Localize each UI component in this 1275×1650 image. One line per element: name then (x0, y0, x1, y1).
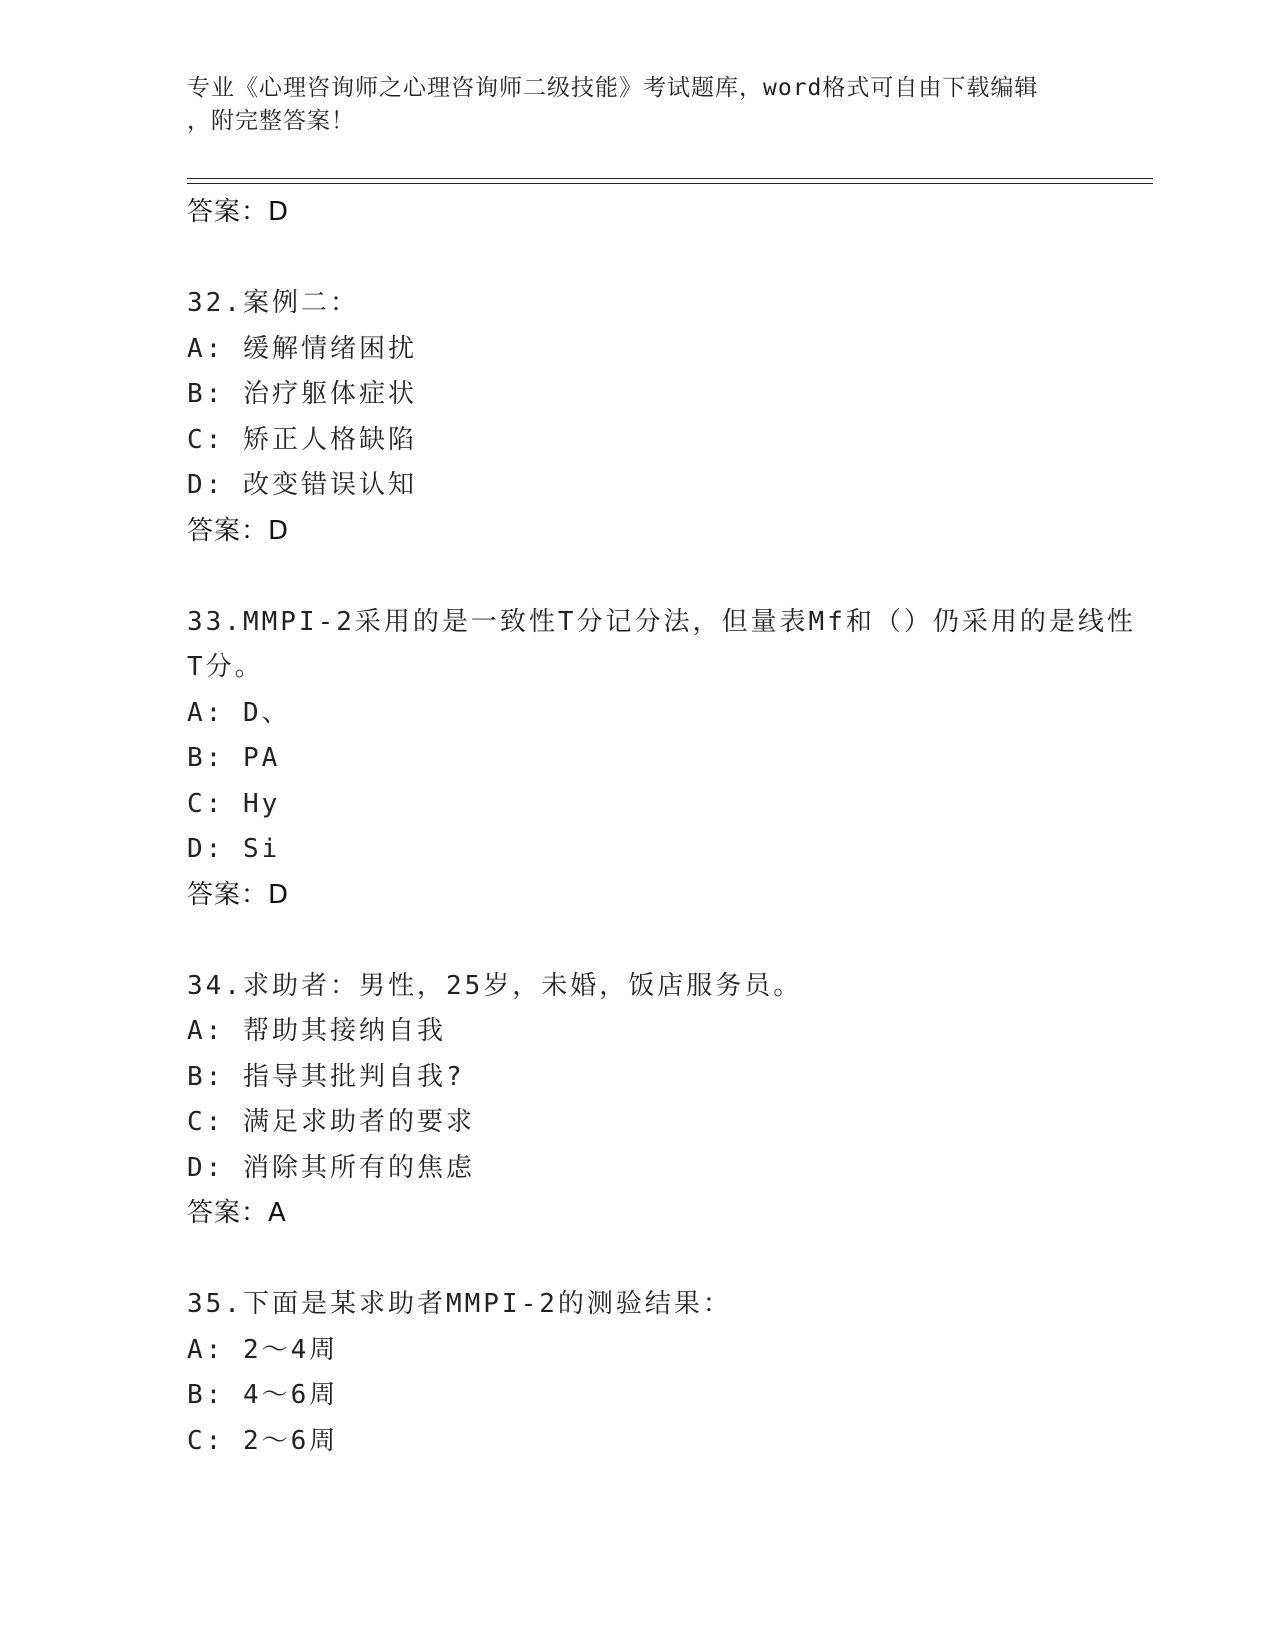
header-line-2: ，附完整答案！ (187, 108, 355, 134)
option-text: 指导其批判自我? (242, 1061, 465, 1092)
spacer (187, 1236, 1147, 1282)
option-item (187, 1419, 1147, 1465)
option-text: 满足求助者的要求 (242, 1107, 475, 1137)
option-item (187, 1373, 1147, 1419)
option-item (187, 327, 1147, 373)
option-item (187, 782, 1147, 828)
header-line-1: 专业《心理咨询师之心理咨询师二级技能》考试题库，word格式可自由下载编辑 (187, 75, 1039, 101)
option-letter: B: (187, 1061, 225, 1092)
option-item (187, 827, 1147, 873)
answer-value: D (268, 515, 290, 546)
answer-prefix: 答案： (187, 515, 269, 546)
option-letter: C: (187, 1425, 225, 1456)
spacer (187, 554, 1147, 600)
option-letter: A: (187, 333, 225, 364)
answer-prefix: 答案： (187, 197, 269, 227)
option-letter: C: (187, 424, 225, 455)
option-text: 帮助其接纳自我 (242, 1016, 446, 1046)
question-text: 求助者：男性，25岁，未婚，饭店服务员。 (242, 970, 803, 1001)
question-block (187, 281, 1147, 600)
option-letter: B: (187, 1380, 225, 1410)
question-number: 35. (187, 1289, 243, 1319)
document-header (187, 72, 1067, 138)
header-rule-top (187, 178, 1153, 179)
option-text: 4～6周 (242, 1380, 339, 1410)
option-item (187, 372, 1147, 418)
option-text: Hy (242, 788, 281, 819)
option-text: PA (242, 743, 281, 773)
option-text: 矫正人格缺陷 (242, 424, 417, 455)
spacer (187, 235, 1147, 281)
question-stem (187, 281, 1147, 327)
option-text: 2～6周 (242, 1425, 339, 1456)
option-item (187, 691, 1147, 737)
question-text: 下面是某求助者MMPI-2的测验结果： (242, 1289, 732, 1319)
answer-value: D (268, 197, 290, 227)
option-letter: A: (187, 697, 225, 728)
answer-value: A (268, 1198, 287, 1228)
option-letter: A: (187, 1016, 225, 1046)
question-number: 34. (187, 970, 243, 1001)
option-letter: C: (187, 1107, 225, 1137)
question-block (187, 1282, 1147, 1464)
answer-prefix: 答案： (187, 879, 269, 910)
option-letter: C: (187, 788, 225, 819)
answer-line (187, 509, 1147, 554)
option-item (187, 1009, 1147, 1055)
answer-line (187, 1191, 1147, 1236)
option-item (187, 463, 1147, 509)
option-text: D、 (242, 697, 291, 728)
question-number: 33. (187, 606, 243, 637)
spacer (187, 918, 1147, 964)
question-text: MMPI-2采用的是一致性T分记分法，但量表Mf和（）仍采用的是线性T分。 (187, 606, 1136, 682)
question-stem (187, 600, 1147, 691)
question-block (187, 600, 1147, 964)
option-letter: A: (187, 1334, 225, 1365)
option-item (187, 736, 1147, 782)
option-item (187, 418, 1147, 464)
option-item (187, 1055, 1147, 1101)
option-letter: D: (187, 1152, 225, 1183)
option-text: 缓解情绪困扰 (242, 333, 417, 364)
option-letter: B: (187, 743, 225, 773)
option-item (187, 1146, 1147, 1192)
option-item (187, 1100, 1147, 1146)
answer-line (187, 873, 1147, 918)
option-text: 2～4周 (242, 1334, 339, 1365)
answer-value: D (268, 879, 290, 910)
answer-prefix: 答案： (187, 1198, 269, 1228)
question-text: 案例二： (242, 288, 359, 318)
option-item (187, 1328, 1147, 1374)
option-text: 治疗躯体症状 (242, 379, 417, 409)
question-stem (187, 1282, 1147, 1328)
option-letter: D: (187, 834, 225, 864)
answer-line (187, 190, 1147, 235)
option-text: 改变错误认知 (242, 470, 417, 500)
option-letter: B: (187, 379, 225, 409)
question-list (187, 190, 1147, 1464)
question-block (187, 964, 1147, 1283)
option-text: 消除其所有的焦虑 (242, 1152, 475, 1183)
question-number: 32. (187, 288, 243, 318)
option-letter: D: (187, 470, 225, 500)
option-text: Si (242, 834, 281, 864)
question-stem (187, 964, 1147, 1010)
header-rule-bottom (187, 183, 1153, 184)
